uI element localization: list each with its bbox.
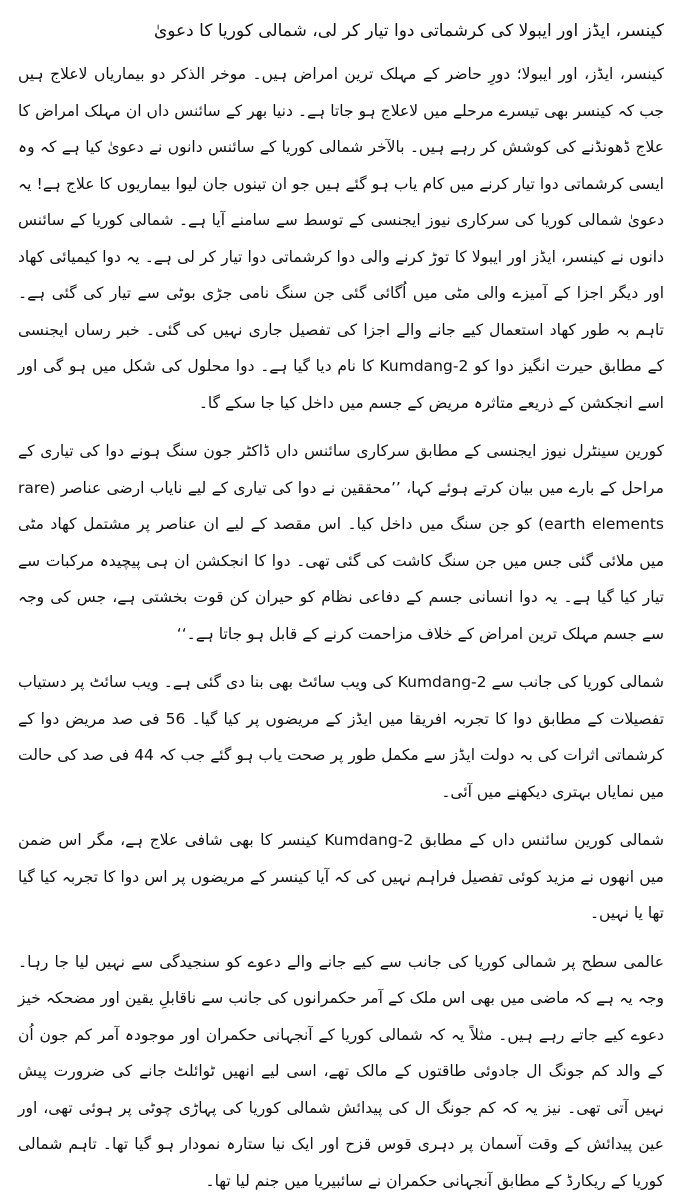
- article-paragraph: شمالی کورین سائنس داں کے مطابق Kumdang-2 کینسر کا بھی شافی علاج ہے، مگر اس ضمن میں انھوں نے مزید کوئی تفصیل فراہم نہیں کی کہ آیا کینسر کے مریضوں پر اس دوا کا تجربہ کیا گیا تھا یا نہیں۔: [18, 822, 664, 932]
- article-paragraph: کینسر، ایڈز، اور ایبولا؛ دورِ حاضر کے مہلک ترین امراض ہیں۔ موخر الذکر دو بیماریاں لاعلاج ہیں جب کہ کینسر بھی تیسرے مرحلے میں لاعلاج ہو جاتا ہے۔ دنیا بھر کے سائنس داں ان مہلک امراض کا علاج ڈھونڈنے کی کوشش کر رہے ہیں۔ بالآخر شمالی کوریا کے سائنس دانوں نے دعویٰ کیا ہے کہ وہ ایسی کرشماتی دوا تیار کرنے میں کام یاب ہو گئے ہیں جو ان تینوں جان لیوا بیماریوں کا علاج ہے! یہ دعویٰ شمالی کوریا کی سرکاری نیوز ایجنسی کے توسط سے سامنے آیا ہے۔ شمالی کوریا کے سائنس دانوں نے کینسر، ایڈز اور ایبولا کا توڑ کرنے والی دوا کرشماتی دوا تیار کر لی ہے۔ یہ دوا کیمیائی کھاد اور دیگر اجزا کے آمیزے والی مٹی میں اُگائی گئی جن سنگ نامی جڑی بوٹی سے تیار کی گئی ہے۔ تاہم بہ طور کھاد استعمال کیے جانے والے اجزا کی تفصیل جاری نہیں کی گئی۔ خبر رساں ایجنسی کے مطابق حیرت انگیز دوا کو Kumdang-2 کا نام دیا گیا ہے۔ دوا محلول کی شکل میں ہو گی اور اسے انجکشن کے ذریعے متاثرہ مریض کے جسم میں داخل کیا جا سکے گا۔: [18, 56, 664, 421]
- article-paragraph: عالمی سطح پر شمالی کوریا کی جانب سے کیے جانے والے دعوے کو سنجیدگی سے نہیں لیا جا رہا۔ وجہ یہ ہے کہ ماضی میں بھی اس ملک کے آمر حکمرانوں کی جانب سے ناقابلِ یقین اور مضحکہ خیز دعوے کیے جاتے رہے ہیں۔ مثلاً یہ کہ شمالی کوریا کے آنجہانی حکمران اور موجودہ آمر کم جون اُن کے والد کم جونگ ال جادوئی طاقتوں کے مالک تھے، اسی لیے انھیں ٹوائلٹ جانے کی ضرورت پیش نہیں آتی تھی۔ نیز یہ کہ کم جونگ ال کی پیدائش شمالی کوریا کی پہاڑی چوٹی پر ہوئی تھی، اور عین پیدائش کے وقت آسمان پر دہری قوس قزح اور ایک نیا ستارہ نمودار ہو گیا تھا۔ تاہم شمالی کوریا کے ریکارڈ کے مطابق آنجہانی حکمران نے سائبیریا میں جنم لیا تھا۔: [18, 944, 664, 1199]
- article-title: کینسر، ایڈز اور ایبولا کی کرشماتی دوا تیار کر لی، شمالی کوریا کا دعویٰ: [18, 18, 664, 44]
- article-paragraph: شمالی کوریا کی جانب سے Kumdang-2 کی ویب سائٹ بھی بنا دی گئی ہے۔ ویب سائٹ پر دستیاب تفصیلات کے مطابق دوا کا تجربہ افریقا میں ایڈز کے مریضوں پر کیا گیا۔ 56 فی صد مریض دوا کے کرشماتی اثرات کی بہ دولت ایڈز سے مکمل طور پر صحت یاب ہو گئے جب کہ 44 فی صد کی حالت میں نمایاں بہتری دیکھنے میں آئی۔: [18, 664, 664, 810]
- article-paragraph: کورین سینٹرل نیوز ایجنسی کے مطابق سرکاری سائنس داں ڈاکٹر جون سنگ ہونے دوا کی تیاری کے مراحل کے بارے میں بیان کرتے ہوئے کہا، ’’محققین نے دوا کی تیاری کے لیے نایاب ارضی عناصر (rare earth elements) کو جن سنگ میں داخل کیا۔ اس مقصد کے لیے ان عناصر پر مشتمل کھاد مٹی میں ملائی گئی جس میں جن سنگ کاشت کی گئی تھی۔ دوا کا انجکشن ان ہی پیچیدہ مرکبات سے تیار کیا گیا ہے۔ یہ دوا انسانی جسم کے دفاعی نظام کو حیران کن قوت بخشتی ہے، جس کی وجہ سے جسم مہلک ترین امراض کے خلاف مزاحمت کرنے کے قابل ہو جاتا ہے۔‘‘: [18, 433, 664, 652]
